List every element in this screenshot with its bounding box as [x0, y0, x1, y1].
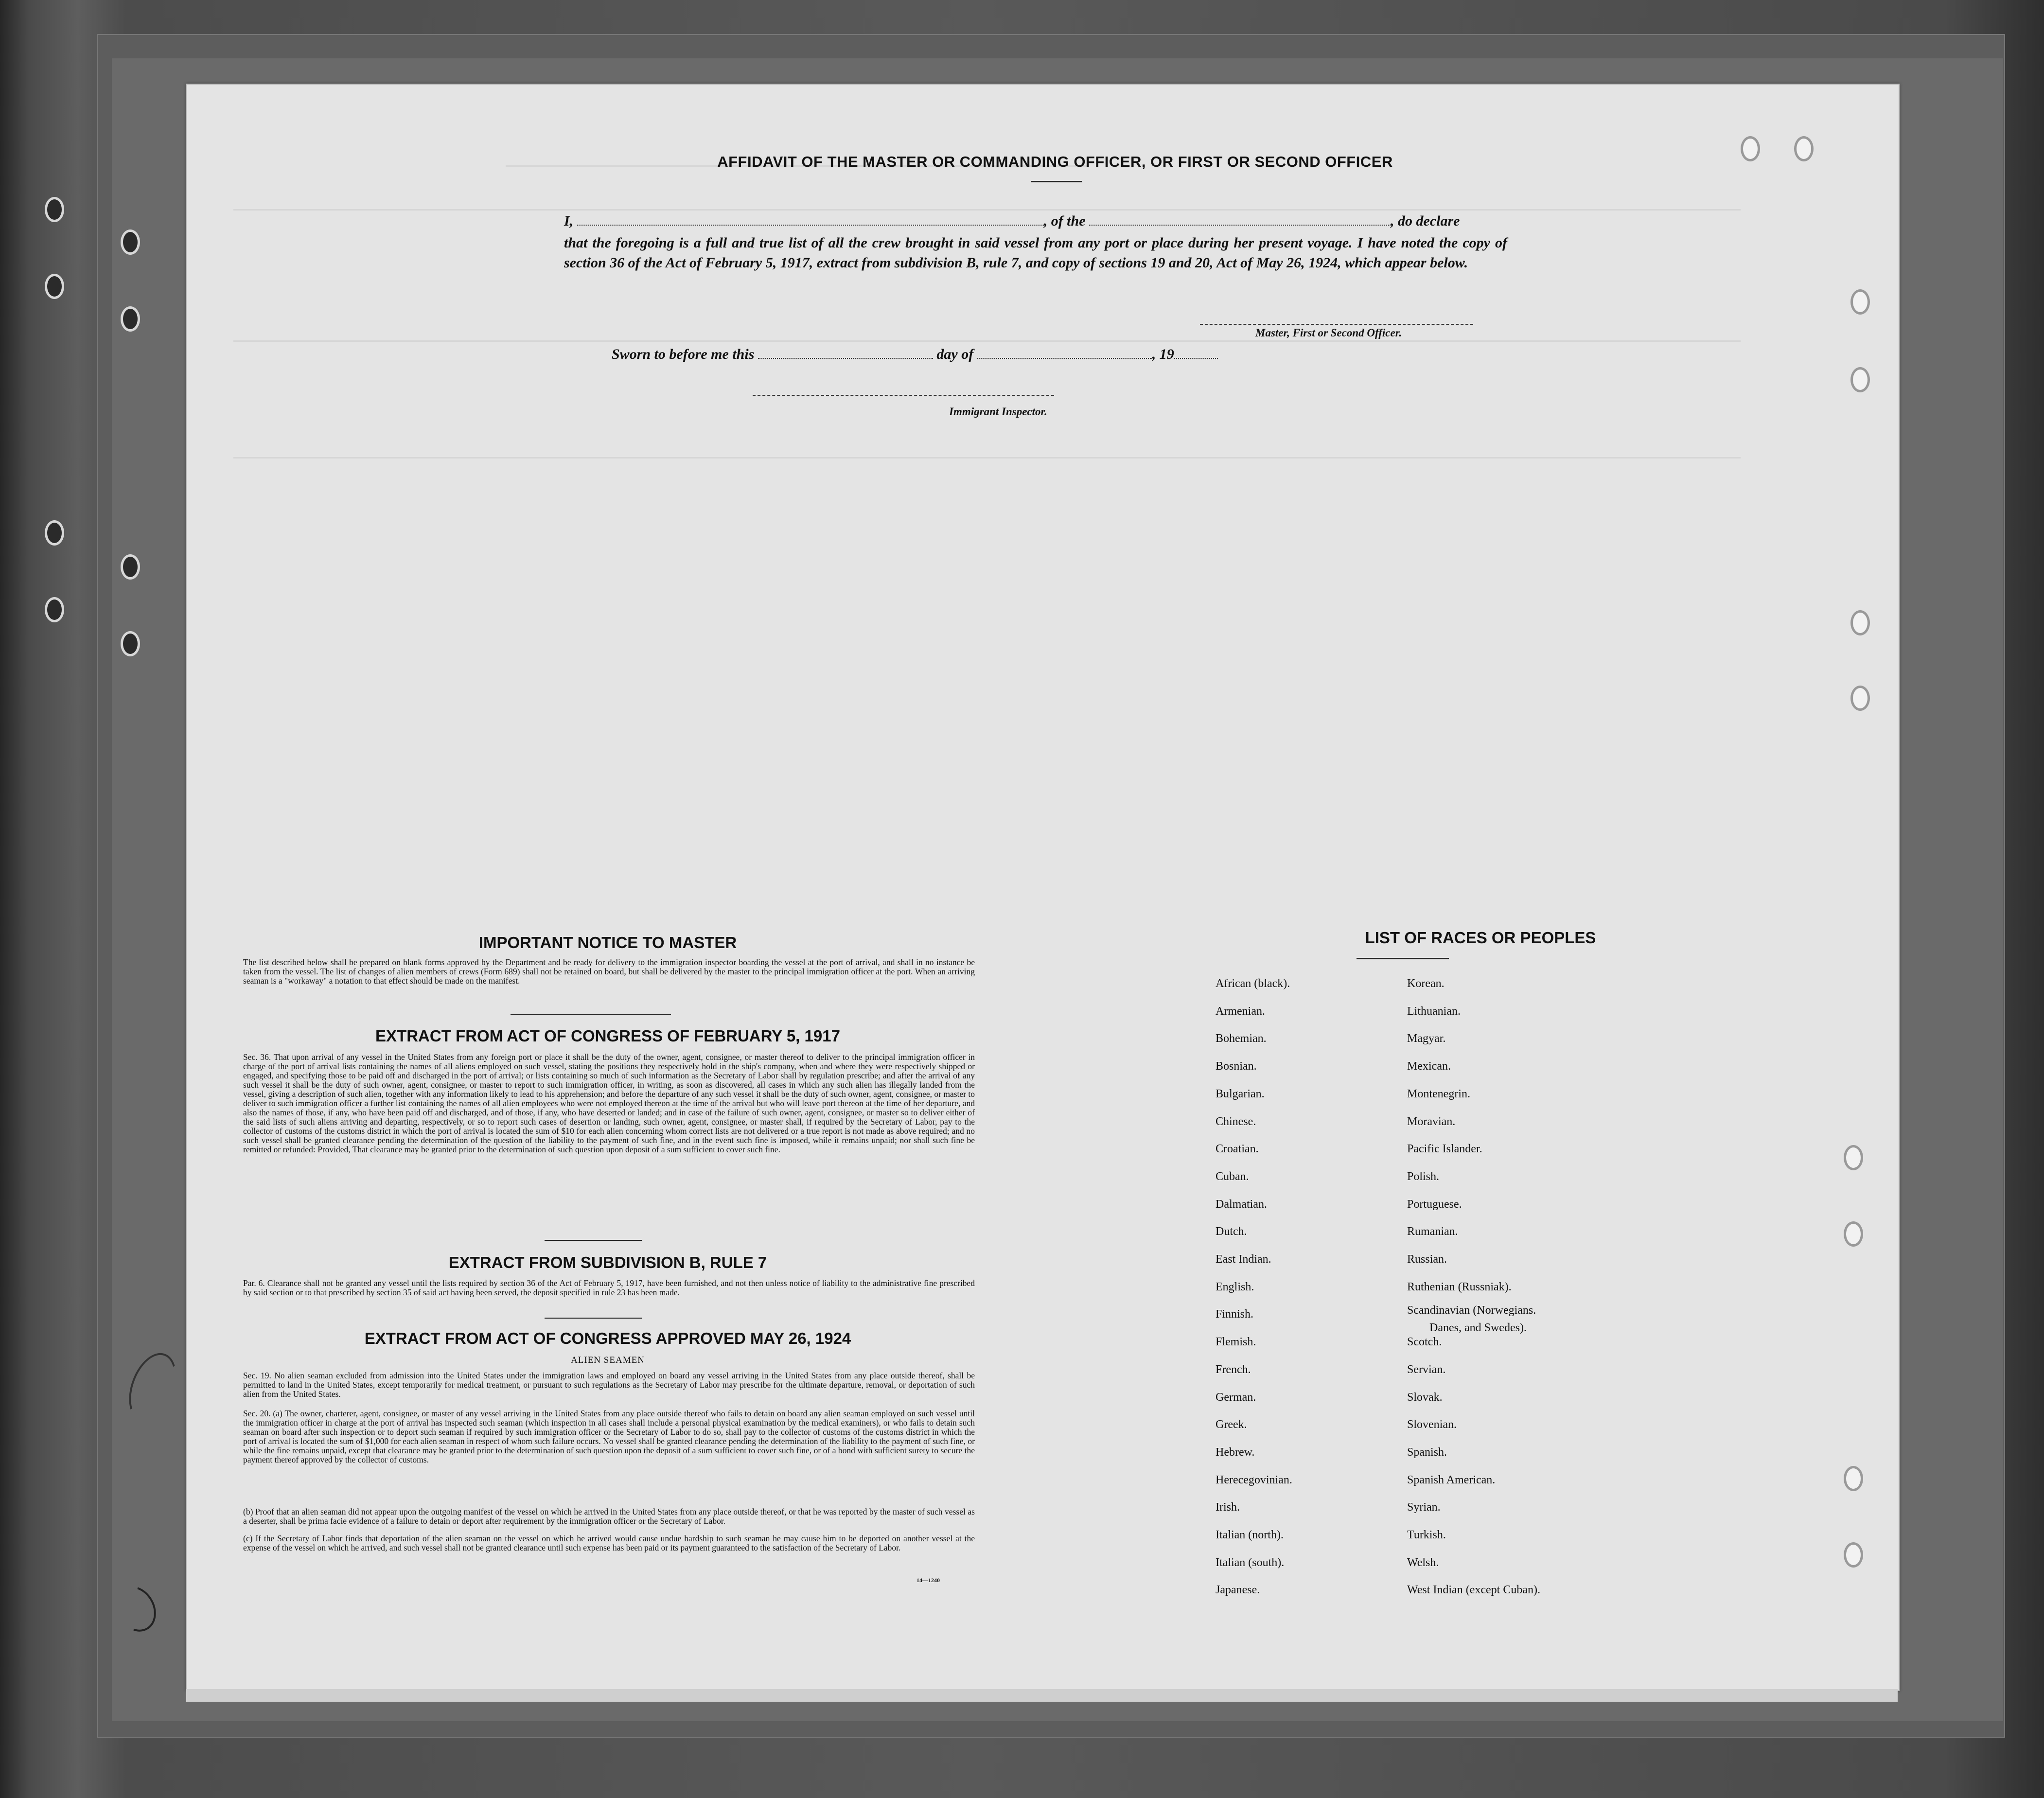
race-item: East Indian.	[1216, 1253, 1271, 1266]
affidavit-declaration-line	[564, 213, 1505, 229]
race-item: Turkish.	[1407, 1529, 1446, 1541]
race-item: Bohemian.	[1216, 1032, 1267, 1045]
race-item: Flemish.	[1216, 1336, 1256, 1349]
vessel-blank[interactable]	[1089, 215, 1391, 226]
inspector-signature-line[interactable]	[753, 395, 1054, 396]
binder-hole	[121, 554, 140, 580]
binder-hole	[45, 520, 64, 546]
page-hole	[1850, 367, 1870, 392]
affidavit-title: AFFIDAVIT OF THE MASTER OR COMMANDING OFFICER, OR FIRST OR SECOND OFFICER	[717, 153, 1393, 170]
page-hole	[1844, 1542, 1863, 1568]
extract-1917-text: Sec. 36. That upon arrival of any vessel in the United States from any foreign port or place it shall be the duty of the owner, agent, consignee, or master thereof to deliver to the principal immigration officer in charge of the port of arrival lists containing the names of all aliens employed on such vessel, stating the positions they respectively hold in the ship's company, when and where they were respectively shipped or engaged, and specifying those to be paid off and discharged in the port of arrival; or lists containing so much of such information as the Secretary of Labor shall by regulation prescribe; and after the arrival of any such vessel it shall be the duty of such owner, agent, consignee, or master to report to such immigration officer, in writing, as soon as discovered, all cases in which any such alien has illegally landed from the vessel, giving a description of such alien, together with any information likely to lead to his apprehension; and before the departure of any such vessel it shall be the duty of such owner, agent, consignee, or master to deliver to such immigration officer a further list containing the names of all alien employees who were not employed thereon at the time of the arrival but who will leave port thereon at the time of her departure, and also the names of those, if any, who have been paid off and discharged, and of those, if any, who have deserted or landed; and in case of the failure of such owner, agent, consignee, or master so to deliver either of the said lists of such aliens arriving and departing, respectively, or so to report such cases of desertion or landing, such owner, agent, consignee, or master shall, if required by the Secretary of Labor, pay to the collector of customs of the customs district in which the port of arrival is located the sum of $10 for each alien concerning whom correct lists are not delivered or a true report is not made as above required; and no such vessel shall be granted clearance pending the determination of the question of the liability to the payment of such fine, and in the event such fine is imposed, while it remains unpaid; nor shall such fine be remitted or refunded: Provided, That clearance may be granted prior to the determination of such question upon deposit of a sum sufficient to cover such fine.	[243, 1052, 975, 1154]
divider	[1031, 181, 1082, 182]
race-item: Hebrew.	[1216, 1445, 1255, 1459]
binder-hole	[45, 197, 64, 222]
race-item: Spanish American.	[1407, 1473, 1496, 1486]
binder-hole	[45, 274, 64, 299]
race-item: Armenian.	[1216, 1005, 1265, 1018]
page-hole	[1850, 610, 1870, 635]
race-item: Mexican.	[1407, 1060, 1451, 1073]
race-item: West Indian (except Cuban).	[1407, 1584, 1540, 1597]
label-of-the: , of the	[1043, 213, 1086, 229]
page-hole	[1850, 686, 1870, 711]
binder-hole	[121, 229, 140, 255]
race-item: Syrian.	[1407, 1501, 1441, 1514]
extract-1924-title: EXTRACT FROM ACT OF CONGRESS APPROVED MAY 26, 1924	[364, 1329, 851, 1347]
race-item: Scotch.	[1407, 1336, 1442, 1349]
divider	[545, 1318, 642, 1319]
sworn-year-label: , 19	[1152, 346, 1174, 362]
race-item: Polish.	[1407, 1170, 1440, 1183]
sworn-day-label: day of	[936, 346, 974, 362]
race-item: Greek.	[1216, 1418, 1247, 1431]
race-item: Italian (south).	[1216, 1556, 1285, 1569]
binder-hole	[121, 306, 140, 332]
race-item: Spanish.	[1407, 1445, 1447, 1459]
bleed-through	[233, 457, 1741, 458]
race-item: Bosnian.	[1216, 1060, 1257, 1073]
binder-hole	[121, 631, 140, 656]
race-item: Magyar.	[1407, 1032, 1446, 1045]
day-blank[interactable]	[758, 348, 933, 359]
name-blank[interactable]	[577, 215, 1044, 226]
race-item: Herecegovinian.	[1216, 1473, 1292, 1486]
extract-rule7-text: Par. 6. Clearance shall not be granted any vessel until the lists required by section 36 of the Act of February 5, 1917, have been furnished, and not then unless notice of liability to the administrative fine prescribed by said section or to that prescribed by section 35 of said act having been served, the deposit specified in rule 23 has been made.	[243, 1278, 975, 1297]
race-item: English.	[1216, 1280, 1254, 1293]
race-item: Italian (north).	[1216, 1529, 1284, 1541]
race-item: Servian.	[1407, 1363, 1446, 1376]
race-item: Danes, and Swedes).	[1429, 1322, 1527, 1335]
race-item: Ruthenian (Russniak).	[1407, 1280, 1512, 1293]
race-item: Slovak.	[1407, 1391, 1443, 1404]
race-item: Cuban.	[1216, 1170, 1249, 1183]
races-title: LIST OF RACES OR PEOPLES	[1365, 929, 1596, 947]
race-item: Finnish.	[1216, 1308, 1254, 1321]
divider	[545, 1240, 642, 1241]
race-item: Dutch.	[1216, 1225, 1247, 1238]
bleed-through	[233, 209, 1741, 211]
divider	[1357, 958, 1449, 959]
race-item: Lithuanian.	[1407, 1005, 1461, 1018]
extract-rule7-title: EXTRACT FROM SUBDIVISION B, RULE 7	[448, 1253, 767, 1271]
master-signature-line[interactable]	[1200, 324, 1473, 325]
notice-title: IMPORTANT NOTICE TO MASTER	[478, 934, 737, 952]
race-item: Pacific Islander.	[1407, 1143, 1482, 1156]
race-item: Montenegrin.	[1407, 1087, 1470, 1100]
section-20b-text: (b) Proof that an alien seaman did not appear upon the outgoing manifest of the vessel on which he arrived in the United States from any place outside thereof, or that he was reported by the master of such vessel as a deserter, shall be prima facie evidence of a failure to detain or deport after requirement by the immigration officer or the Secretary of Labor.	[243, 1507, 975, 1526]
race-item: African (black).	[1216, 977, 1290, 990]
section-19-text: Sec. 19. No alien seaman excluded from admission into the United States under the immigration laws and employed on board any vessel arriving in the United States from any place outside thereof, shall be permitted to land in the United States, except temporarily for medical treatment, or pursuant to such regulations as the Secretary of Labor may prescribe for the ultimate departure, removal, or deportation of such alien from the United States.	[243, 1371, 975, 1399]
race-item: Slovenian.	[1407, 1418, 1457, 1431]
extract-1917-title: EXTRACT FROM ACT OF CONGRESS OF FEBRUARY 5, 1917	[375, 1027, 840, 1045]
form-code: 14—1240	[916, 1577, 940, 1584]
extract-1924-subtitle: ALIEN SEAMEN	[571, 1355, 645, 1365]
bleed-through	[233, 340, 1741, 342]
label-i: I,	[564, 213, 574, 229]
race-item: Korean.	[1407, 977, 1445, 990]
divider	[511, 1014, 671, 1015]
notice-text: The list described below shall be prepared on blank forms approved by the Department and be ready for delivery to the immigration inspector boarding the vessel at the port of arrival, and shall in no instance be taken from the vessel. The list of changes of alien members of crews (Form 689) shall not be retained on board, but shall be delivered by the master to the principal immigration officer at the port. When an arriving seaman is a "workaway" a notation to that effect should be made on the manifest.	[243, 957, 975, 986]
race-item: Dalmatian.	[1216, 1198, 1267, 1211]
master-signature-label: Master, First or Second Officer.	[1255, 327, 1402, 339]
race-item: Rumanian.	[1407, 1225, 1458, 1238]
section-20a-text: Sec. 20. (a) The owner, charterer, agent, consignee, or master of any vessel arriving in the United States from any place outside thereof who fails to detain on board any alien seaman employed on such vessel until the immigration officer in charge at the port of arrival has inspected such seaman (which inspection in all cases shall include a personal physical examination by the medical examiners), or who fails to detain such seaman on board after such inspection or to deport such seaman if required by such immigration officer or the Secretary of Labor to do so, shall pay to the collector of customs of the customs district in which the port of arrival is located the sum of $1,000 for each alien seaman in respect of whom such failure occurs. No vessel shall be granted clearance pending the determination of the liability to the payment of such fine, or while the fine remains unpaid, except that clearance may be granted prior to the determination of such question upon the deposit of a sum sufficient to cover such fine, or of a bond with sufficient surety to secure the payment thereof approved by the collector of customs.	[243, 1409, 975, 1464]
page-hole	[1794, 136, 1814, 161]
month-blank[interactable]	[977, 348, 1152, 359]
race-item: Irish.	[1216, 1501, 1240, 1514]
race-item: Moravian.	[1407, 1115, 1456, 1128]
race-item: Bulgarian.	[1216, 1087, 1265, 1100]
race-item: Russian.	[1407, 1253, 1447, 1266]
race-item: Scandinavian (Norwegians.	[1407, 1304, 1536, 1317]
sworn-line	[612, 346, 1292, 363]
inspector-signature-label: Immigrant Inspector.	[949, 405, 1047, 418]
affidavit-statement: that the foregoing is a full and true list of all the crew brought in said vessel from any port or place during her present voyage. I have noted the copy of section 36 of the Act of February 5, 1917, extract from subdivision B, rule 7, and copy of sections 19 and 20, Act of May 26, 1924, which appear below.	[564, 235, 1507, 271]
binder-hole	[45, 597, 64, 622]
race-item: Croatian.	[1216, 1143, 1259, 1156]
page-hole	[1844, 1466, 1863, 1491]
label-do-declare: , do declare	[1391, 213, 1460, 229]
section-20c-text: (c) If the Secretary of Labor finds that deportation of the alien seaman on the vessel on which he arrived would cause undue hardship to such seaman he may cause him to be deported on another vessel at the expense of the vessel on which he arrived, and such vessel shall not be granted clearance until such expense has been paid or its payment guaranteed to the satisfaction of the Secretary of Labor.	[243, 1534, 975, 1552]
page-hole	[1844, 1145, 1863, 1170]
year-blank[interactable]	[1174, 348, 1218, 359]
race-item: Japanese.	[1216, 1584, 1260, 1597]
race-item: French.	[1216, 1363, 1251, 1376]
page-hole	[1850, 289, 1870, 315]
race-item: German.	[1216, 1391, 1256, 1404]
page-hole	[1741, 136, 1760, 161]
sworn-prefix: Sworn to before me this	[612, 346, 755, 362]
page-edge	[186, 1689, 1898, 1702]
race-item: Chinese.	[1216, 1115, 1256, 1128]
race-item: Welsh.	[1407, 1556, 1439, 1569]
page-hole	[1844, 1221, 1863, 1247]
race-item: Portuguese.	[1407, 1198, 1462, 1211]
